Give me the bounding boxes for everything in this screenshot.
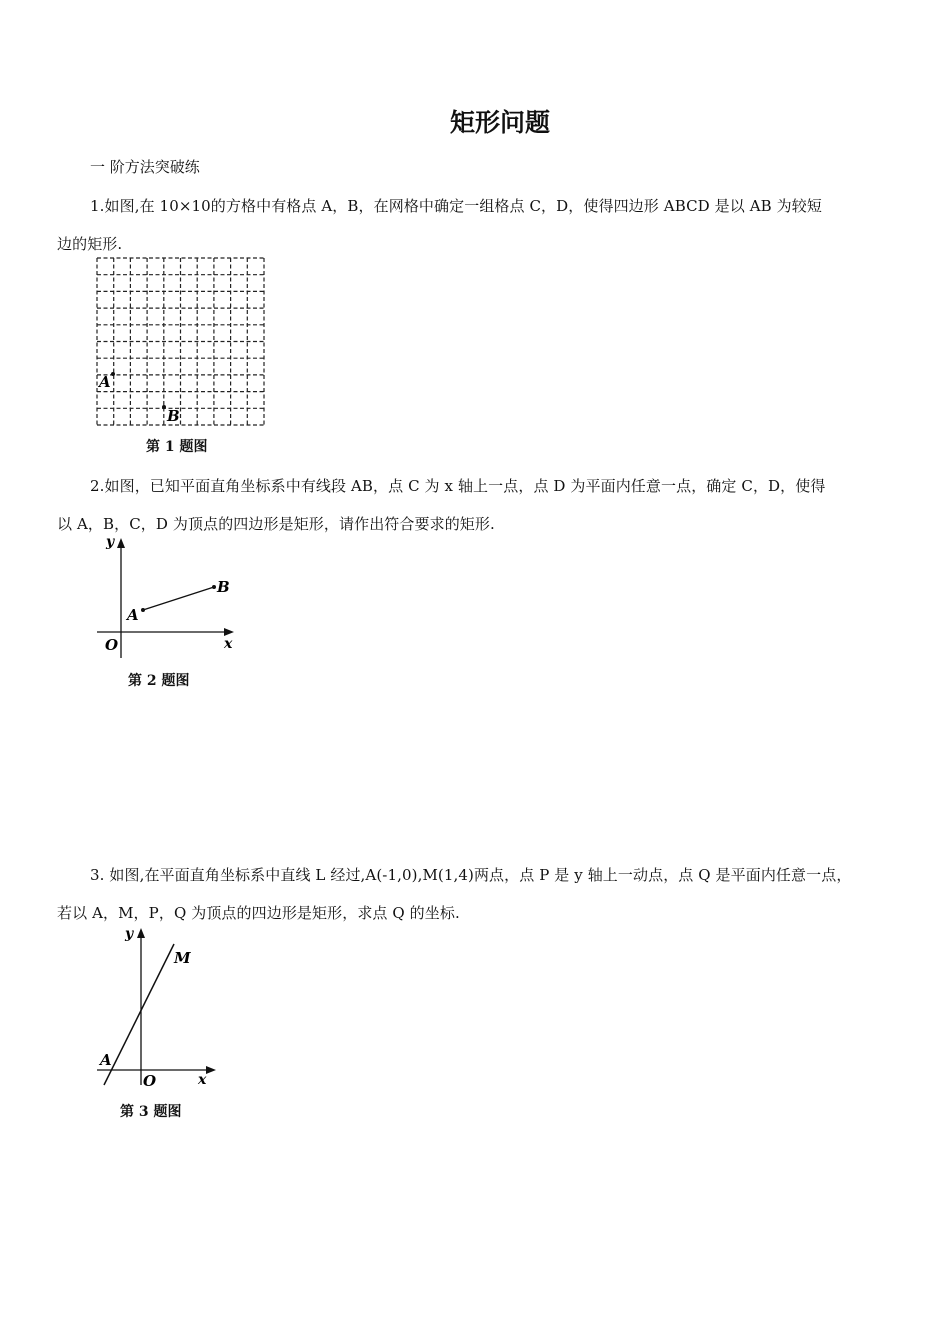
problem-2-text-line1: 2.如图，已知平面直角坐标系中有线段 AB，点 C 为 x 轴上一点，点 D 为平面内任意一点，确定 C，D，使得 [90, 477, 826, 495]
problem-1-text-line2: 边的矩形. [57, 235, 123, 253]
x-axis-arrow-icon [206, 1066, 216, 1074]
x-axis-label: x [224, 636, 233, 652]
label-m: M [174, 949, 191, 967]
line-l [104, 944, 174, 1085]
point-a [141, 608, 145, 612]
point-b [212, 585, 216, 589]
problem-3-coordinate-figure [92, 920, 232, 1095]
y-axis-arrow-icon [137, 928, 145, 938]
problem-1-grid-figure [92, 255, 272, 430]
problem-3-caption: 第 3 题图 [120, 1104, 182, 1120]
label-a: A [127, 606, 139, 624]
y-axis-arrow-icon [117, 538, 125, 548]
x-axis-label: x [198, 1072, 207, 1088]
problem-3-text-line1: 3. 如图,在平面直角坐标系中直线 L 经过,A(-1,0),M(1,4)两点，点 P 是 y 轴上一动点，点 Q 是平面内任意一点， [90, 866, 852, 884]
label-a: A [99, 373, 111, 391]
point-b [162, 405, 166, 409]
grid-lines [97, 258, 264, 425]
label-b: B [217, 578, 230, 596]
section-heading: 一 阶方法突破练 [90, 158, 200, 176]
y-axis-label: y [106, 534, 115, 550]
page-title: 矩形问题 [449, 108, 550, 137]
problem-2-caption: 第 2 题图 [128, 673, 190, 689]
problem-2-coordinate-figure [92, 532, 252, 662]
origin-label: O [143, 1072, 157, 1090]
y-axis-label: y [125, 926, 134, 942]
origin-label: O [105, 636, 119, 654]
label-a: A [100, 1051, 112, 1069]
problem-1-caption: 第 1 题图 [146, 439, 208, 455]
label-b: B [167, 407, 180, 425]
x-axis-arrow-icon [224, 628, 234, 636]
segment-ab [143, 587, 214, 610]
problem-3-text-line2: 若以 A，M，P，Q 为顶点的四边形是矩形，求点 Q 的坐标. [57, 904, 460, 922]
problem-2-text-line2: 以 A，B，C，D 为顶点的四边形是矩形，请作出符合要求的矩形. [57, 515, 495, 533]
point-a [111, 372, 115, 376]
problem-1-text-line1: 1.如图,在 10×10的方格中有格点 A，B，在网格中确定一组格点 C，D，使得四边形 ABCD 是以 AB 为较短 [90, 197, 822, 215]
